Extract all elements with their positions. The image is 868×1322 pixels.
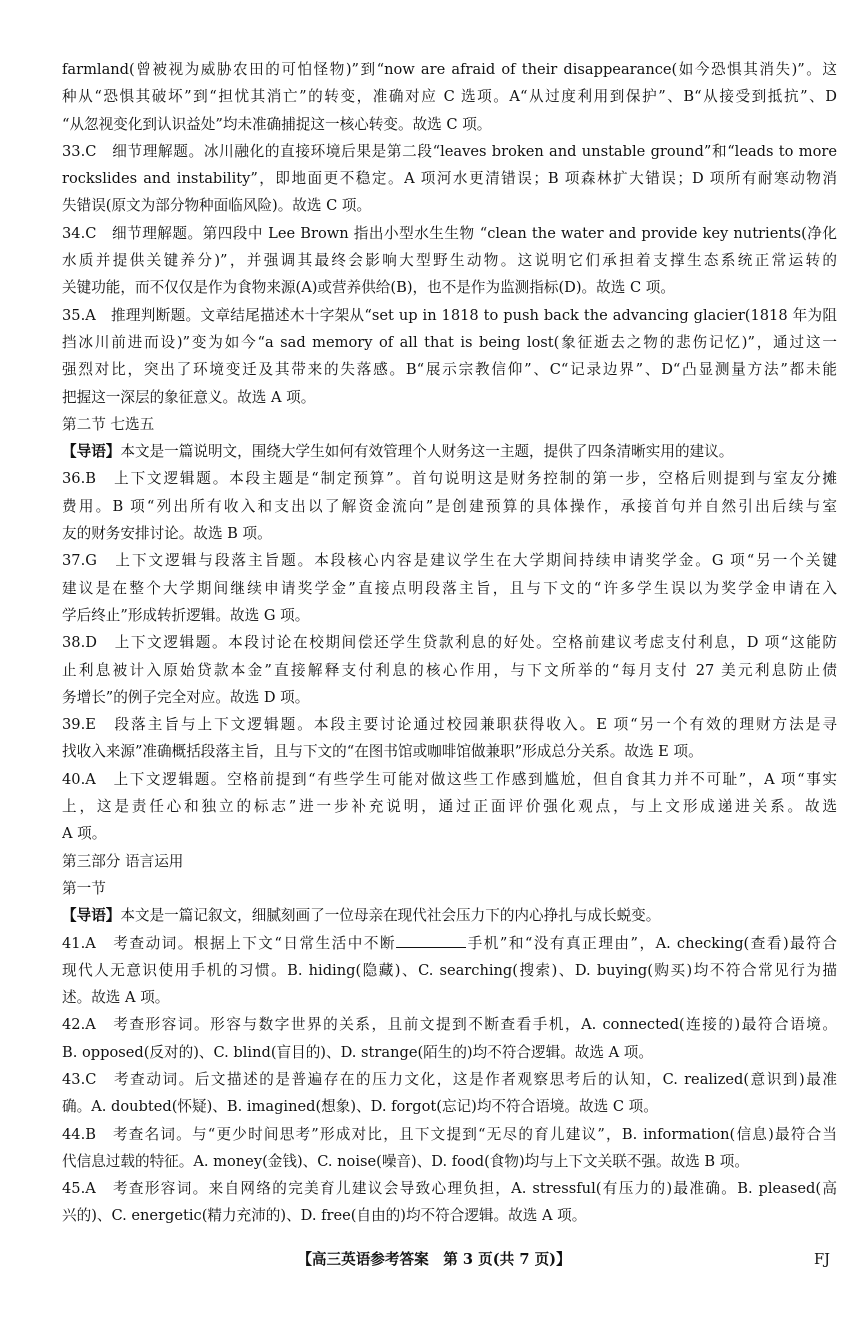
text-line: 建议是在整个大学期间继续申请奖学金”直接点明段落主旨，且与下文的“许多学生误以为奖学金申请在入 xyxy=(62,579,837,597)
text-line: 44.B 考查名词。与“更少时间思考”形成对比，且下文提到“无尽的育儿建议”，B. information(信息)最符合当 xyxy=(62,1125,837,1143)
text-line: 务增长”的例子完全对应。故选 D 项。 xyxy=(62,688,310,706)
text-line: “从忽视变化到认识益处”均未准确捕捉这一核心转变。故选 C 项。 xyxy=(62,115,492,133)
text-line: 35.A 推理判断题。文章结尾描述木十字架从“set up in 1818 to push back the advancing glacier(1818 年为阻 xyxy=(62,306,837,324)
answer-page xyxy=(62,56,837,1230)
section-intro xyxy=(62,438,837,465)
subsection-heading: 第一节 xyxy=(62,879,106,897)
text-fragment: 手机”和“没有真正理由”，A. checking(查看)最符合 xyxy=(466,934,837,952)
answer-44 xyxy=(62,1121,837,1176)
text-line: 40.A 上下文逻辑题。空格前提到“有些学生可能对做这些工作感到尴尬，但自食其力并不可耻”，A 项“事实 xyxy=(62,770,837,788)
intro-text: 本文是一篇记叙文，细腻刻画了一位母亲在现代社会压力下的内心挣扎与成长蜕变。 xyxy=(120,907,661,925)
answer-42 xyxy=(62,1011,837,1066)
text-line: 水质并提供关键养分)”，并强调其最终会影响大型野生动物。这说明它们承担着支撑生态系统正常运转的 xyxy=(62,252,837,270)
text-line: 42.A 考查形容词。形容与数字世界的关系，且前文提到不断查看手机，A. connected(连接的)最符合语境。 xyxy=(62,1016,837,1034)
text-line: 挡冰川前进而设)”变为如今“a sad memory of all that is being lost(象征逝去之物的悲伤记忆)”，通过这一 xyxy=(62,333,837,351)
answer-36 xyxy=(62,465,837,547)
intro-tag: 【导语】 xyxy=(62,443,121,461)
intro-text: 本文是一篇说明文，围绕大学生如何有效管理个人财务这一主题，提供了四条清晰实用的建议。 xyxy=(120,443,734,461)
text-line: 把握这一深层的象征意义。故选 A 项。 xyxy=(62,388,316,406)
text-line: 上，这是责任心和独立的标志”进一步补充说明，通过正面评价强化观点，与上文形成递进关系。故选 xyxy=(62,798,837,816)
text-line: 止利息被计入原始贷款本金”直接解释支付利息的核心作用，与下文所举的“每月支付 27 美元利息防止债 xyxy=(62,661,837,679)
text-line: 种从“恐惧其破坏”到“担忧其消亡”的转变，准确对应 C 选项。A“从过度利用到保护”、B“从接受到抵抗”、D xyxy=(62,88,837,106)
answer-38 xyxy=(62,629,837,711)
text-line: 33.C 细节理解题。冰川融化的直接环境后果是第二段“leaves broken and unstable ground”和“leads to more xyxy=(62,142,837,160)
answer-34 xyxy=(62,220,837,302)
text-line: rockslides and instability”，即地面更不稳定。A 项河水更清错误；B 项森林扩大错误；D 项所有耐寒动物消 xyxy=(62,170,837,188)
text-line: 友的财务安排讨论。故选 B 项。 xyxy=(62,525,272,543)
section-heading: 第二节 七选五 xyxy=(62,415,155,433)
text-line: 现代人无意识使用手机的习惯。B. hiding(隐藏)、C. searching(搜索)、D. buying(购买)均不符合常见行为描 xyxy=(62,961,837,979)
answer-40 xyxy=(62,766,837,848)
text-line: 37.G 上下文逻辑与段落主旨题。本段核心内容是建议学生在大学期间持续申请奖学金。G 项“另一个关键 xyxy=(62,552,837,570)
answer-41 xyxy=(62,930,837,1012)
text-line: 关键功能，而不仅仅是作为食物来源(A)或营养供给(B)，也不是作为监测指标(D)。故选 C 项。 xyxy=(62,279,675,297)
text-line: 述。故选 A 项。 xyxy=(62,989,170,1007)
text-line: 失错误(原文为部分物种面临风险)。故选 C 项。 xyxy=(62,197,372,215)
blank-underline xyxy=(396,931,466,948)
text-line: 代信息过载的特征。A. money(金钱)、C. noise(噪音)、D. food(食物)均与上下文关联不强。故选 B 项。 xyxy=(62,1152,749,1170)
text-line: 39.E 段落主旨与上下文逻辑题。本段主要讨论通过校园兼职获得收入。E 项“另一个有效的理财方法是寻 xyxy=(62,716,837,734)
text-line: 45.A 考查形容词。来自网络的完美育儿建议会导致心理负担，A. stressful(有压力的)最准确。B. pleased(高 xyxy=(62,1180,837,1198)
answer-35 xyxy=(62,302,837,411)
part-intro xyxy=(62,902,837,929)
text-line: 36.B 上下文逻辑题。本段主题是“制定预算”。首句说明这是财务控制的第一步，空格后则提到与室友分摊 xyxy=(62,470,837,488)
text-line: 38.D 上下文逻辑题。本段讨论在校期间偿还学生贷款利息的好处。空格前建议考虑支付利息，D 项“这能防 xyxy=(62,634,837,652)
text-line: farmland(曾被视为威胁农田的可怕怪物)”到“now are afraid of their disappearance(如今恐惧其消失)”。这 xyxy=(62,61,837,78)
text-line: B. opposed(反对的)、C. blind(盲目的)、D. strange(陌生的)均不符合逻辑。故选 A 项。 xyxy=(62,1043,653,1061)
answer-39 xyxy=(62,711,837,766)
text-line: 找收入来源”准确概括段落主旨，且与下文的“在图书馆或咖啡馆做兼职”形成总分关系。故选 E 项。 xyxy=(62,743,703,761)
footer-title: 【高三英语参考答案 第 3 页(共 7 页)】 xyxy=(297,1251,571,1268)
part-heading: 第三部分 语言运用 xyxy=(62,852,184,870)
intro-tag: 【导语】 xyxy=(62,907,121,925)
paragraph-32-continuation xyxy=(62,56,837,138)
answer-33 xyxy=(62,138,837,220)
text-line: 34.C 细节理解题。第四段中 Lee Brown 指出小型水生生物 “clean the water and provide key nutrients(净化 xyxy=(62,224,837,242)
text-line: 费用。B 项“列出所有收入和支出以了解资金流向”是创建预算的具体操作，承接首句并自然引出后续与室 xyxy=(62,497,837,515)
text-line: 强烈对比，突出了环境变迁及其带来的失落感。B“展示宗教信仰”、C“记录边界”、D“凸显测量方法”都未能 xyxy=(62,361,837,379)
answer-43 xyxy=(62,1066,837,1121)
text-line: A 项。 xyxy=(62,825,107,843)
text-line: 43.C 考查动词。后文描述的是普遍存在的压力文化，这是作者观察思考后的认知，C. realized(意识到)最准 xyxy=(62,1070,837,1088)
text-line: 兴的)、C. energetic(精力充沛的)、D. free(自由的)均不符合逻辑。故选 A 项。 xyxy=(62,1207,587,1225)
page-footer xyxy=(0,1248,868,1272)
text-line: 学后终止”形成转折逻辑。故选 G 项。 xyxy=(62,606,310,624)
answer-37 xyxy=(62,547,837,629)
answer-45 xyxy=(62,1175,837,1230)
footer-code: FJ xyxy=(814,1251,830,1268)
text-fragment: 41.A 考查动词。根据上下文“日常生活中不断 xyxy=(62,934,397,952)
text-line: 确。A. doubted(怀疑)、B. imagined(想象)、D. forgot(忘记)均不符合语境。故选 C 项。 xyxy=(62,1098,658,1116)
text-line xyxy=(62,930,837,957)
